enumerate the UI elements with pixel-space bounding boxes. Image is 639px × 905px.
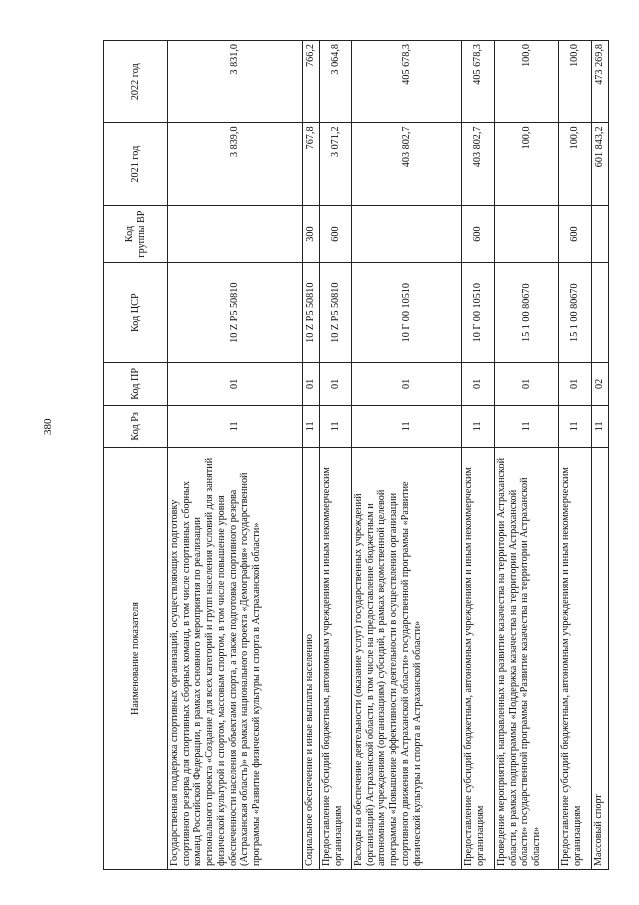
row-name: Проведение мероприятий, направленных на развитие казачества на территории Астраханской области, в рамках подпрограммы «Поддержка казачества на территории Астраханской области» государственной программы «Развитие казачества на территории Астраханской области» (495, 448, 559, 870)
row-2021: 3 071,2 (320, 123, 352, 205)
table-row (168, 41, 303, 870)
table-row (592, 41, 609, 870)
row-vr (495, 205, 559, 262)
row-rz: 11 (462, 405, 495, 447)
row-2021: 100,0 (559, 123, 592, 205)
row-csr: 10 Z P5 50810 (320, 263, 352, 363)
row-rz: 11 (168, 405, 303, 447)
table-row (320, 41, 352, 870)
row-csr (592, 263, 609, 363)
row-rz: 11 (559, 405, 592, 447)
header-2022: 2022 год (104, 41, 168, 123)
row-2022: 100,0 (495, 41, 559, 123)
row-name: Предоставление субсидий бюджетным, автономным учреждениям и иным некоммерческим организациям (320, 448, 352, 870)
row-name: Социальное обеспечение и иные выплаты населению (303, 448, 320, 870)
table-row (462, 41, 495, 870)
row-csr: 15 1 00 80670 (559, 263, 592, 363)
row-name: Предоставление субсидий бюджетным, автономным учреждениям и иным некоммерческим организациям (559, 448, 592, 870)
row-vr (168, 205, 303, 262)
table-row (303, 41, 320, 870)
row-csr: 10 Z P5 50810 (168, 263, 303, 363)
row-2022: 405 678,3 (352, 41, 462, 123)
row-csr: 15 1 00 80670 (495, 263, 559, 363)
header-vr: Код группы ВР (104, 205, 168, 262)
row-2022: 3 831,0 (168, 41, 303, 123)
row-csr: 10 Z P5 50810 (303, 263, 320, 363)
row-vr (352, 205, 462, 262)
row-pr: 02 (592, 363, 609, 405)
row-pr: 01 (495, 363, 559, 405)
row-2022: 3 064,8 (320, 41, 352, 123)
row-csr: 10 Г 00 10510 (462, 263, 495, 363)
row-2022: 473 269,8 (592, 41, 609, 123)
row-pr: 01 (168, 363, 303, 405)
row-vr: 600 (462, 205, 495, 262)
row-vr (592, 205, 609, 262)
row-vr: 600 (559, 205, 592, 262)
row-name: Предоставление субсидий бюджетным, автономным учреждениям и иным некоммерческим организациям (462, 448, 495, 870)
row-rz: 11 (303, 405, 320, 447)
row-pr: 01 (303, 363, 320, 405)
row-csr: 10 Г 00 10510 (352, 263, 462, 363)
header-pr: Код ПР (104, 363, 168, 405)
row-2021: 3 839,0 (168, 123, 303, 205)
row-pr: 01 (559, 363, 592, 405)
row-2022: 405 678,3 (462, 41, 495, 123)
row-2022: 766,2 (303, 41, 320, 123)
table-row (559, 41, 592, 870)
budget-table (103, 40, 609, 870)
header-2021: 2021 год (104, 123, 168, 205)
table-header-row (104, 41, 168, 870)
header-csr: Код ЦСР (104, 263, 168, 363)
table-row (352, 41, 462, 870)
row-pr: 01 (352, 363, 462, 405)
row-vr: 300 (303, 205, 320, 262)
row-rz: 11 (495, 405, 559, 447)
table-row (495, 41, 559, 870)
row-name: Расходы на обеспечение деятельности (оказание услуг) государственных учреждений (организаций) Астраханской области, в том числе на предоставление бюджетным и автономным учреждениям (организациям) субсидий, в рамках ведомственной целевой программы «Повышение эффективности деятельности в осуществлении организации спортивного движения в Астраханской области» государственной программы «Развитие физической культуры и спорта в Астраханской области» (352, 448, 462, 870)
rotated-table-wrapper (103, 40, 606, 870)
row-rz: 11 (592, 405, 609, 447)
row-2021: 100,0 (495, 123, 559, 205)
row-2021: 403 802,7 (462, 123, 495, 205)
header-name: Наименование показателя (104, 448, 168, 870)
row-2022: 100,0 (559, 41, 592, 123)
row-rz: 11 (320, 405, 352, 447)
page-number: 380 (42, 418, 54, 435)
row-name: Государственная поддержка спортивных организаций, осуществляющих подготовку спортивного резерва для спортивных сборных команд, в том числе спортивных сборных команд Российской Федерации, в рамках основного мероприятия по реализации регионального проекта «Создание для всех категорий и групп населения условий для занятий физической культурой и спортом, массовым спортом, в том числе повышение уровня обеспеченности населения объектами спорта, а также подготовка спортивного резерва (Астраханская область)» в рамках национального проекта «Демография» государственной программы «Развитие физической культуры и спорта в Астраханской области» (168, 448, 303, 870)
row-name: Массовый спорт (592, 448, 609, 870)
row-rz: 11 (352, 405, 462, 447)
row-pr: 01 (462, 363, 495, 405)
row-2021: 601 843,2 (592, 123, 609, 205)
row-pr: 01 (320, 363, 352, 405)
row-2021: 767,8 (303, 123, 320, 205)
row-vr: 600 (320, 205, 352, 262)
row-2021: 403 802,7 (352, 123, 462, 205)
header-rz: Код Рз (104, 405, 168, 447)
